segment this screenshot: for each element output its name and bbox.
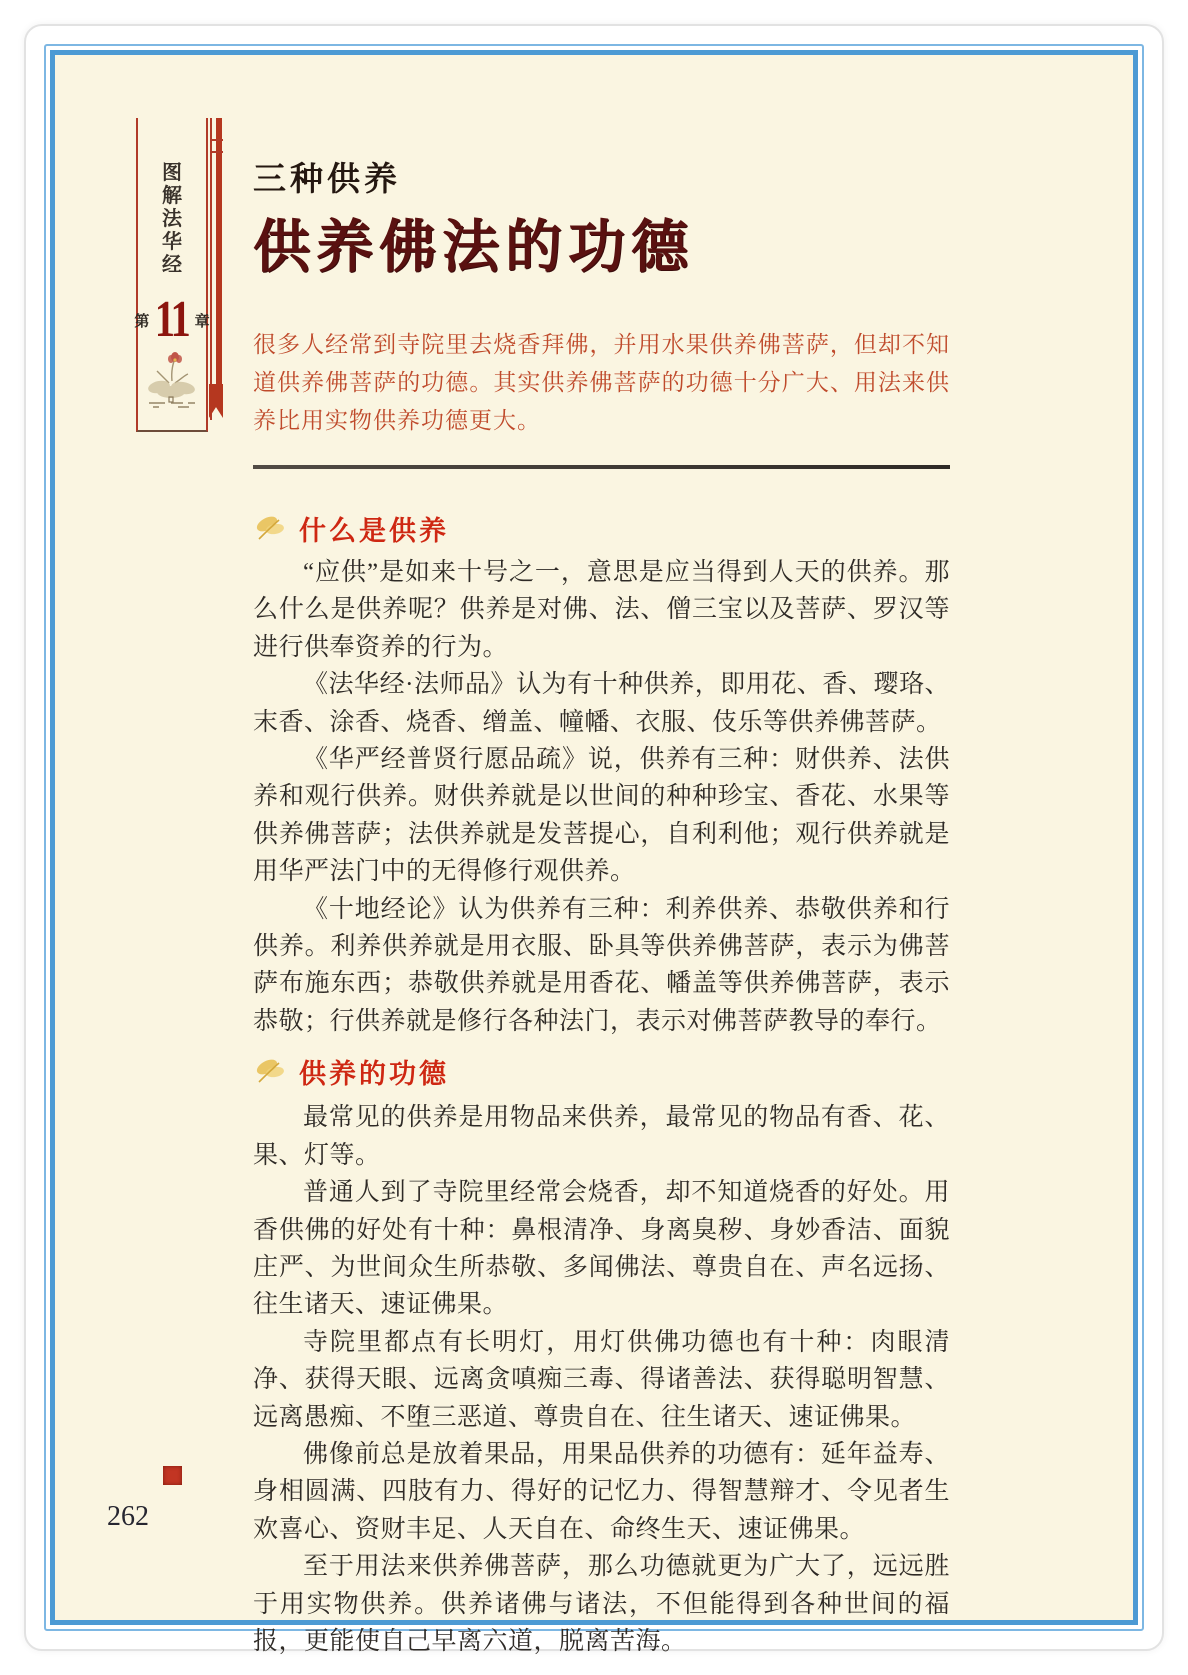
leaf-icon bbox=[253, 513, 287, 548]
section-heading-merits-of-offering bbox=[253, 1056, 950, 1091]
main-column bbox=[253, 160, 950, 1660]
body-paragraph: 普通人到了寺院里经常会烧香，却不知道烧香的好处。用香供佛的好处有十种：鼻根清净、身离臭秽、身妙香洁、面貌庄严、为世间众生所恭敬、多闻佛法、尊贵自在、声名远扬、往生诸天、速证佛果。 bbox=[253, 1179, 950, 1319]
body-paragraph: “应供”是如来十号之一，意思是应当得到人天的供养。那么什么是供养呢？供养是对佛、法、僧三宝以及菩萨、罗汉等进行供奉资养的行为。 bbox=[253, 559, 950, 661]
page-number: 262 bbox=[107, 1501, 149, 1532]
title-divider bbox=[253, 465, 950, 469]
chapter-suffix: 章 bbox=[194, 313, 210, 330]
body-paragraph: 寺院里都点有长明灯，用灯供佛功德也有十种：肉眼清净、获得天眼、远离贪嗔痴三毒、得诸善法、获得聪明智慧、远离愚痴、不堕三恶道、尊贵自在、往生诸天、速证佛果。 bbox=[253, 1328, 950, 1431]
page-title: 供养佛法的功德 bbox=[253, 216, 694, 279]
sidebar-rule-tick bbox=[210, 139, 223, 141]
section-heading-what-is-offering bbox=[253, 513, 950, 548]
section-heading-label: 供养的功德 bbox=[299, 1058, 449, 1089]
chapter-sidebar bbox=[136, 118, 208, 432]
chapter-number: 11 bbox=[155, 291, 189, 348]
body-paragraph: 《华严经普贤行愿品疏》说，供养有三种：财供养、法供养和观行供养。财供养就是以世间的种种珍宝、香花、水果等供养佛菩萨；法供养就是发菩提心，自利利他；观行供养就是用华严法门中的无得修行观供养。 bbox=[253, 746, 950, 886]
body-paragraph: 《法华经·法师品》认为有十种供养，即用花、香、璎珞、末香、涂香、烧香、缯盖、幢幡、衣服、伎乐等供养佛菩萨。 bbox=[253, 671, 950, 736]
section-heading-label: 什么是供养 bbox=[299, 515, 449, 546]
sidebar-pennant bbox=[209, 384, 223, 418]
red-seal-stamp bbox=[163, 1466, 182, 1485]
intro-text: 很多人经常到寺院里去烧香拜佛，并用水果供养佛菩萨，但却不知道供养佛菩萨的功德。其实供养佛菩萨的功德十分广大、用法来供养比用实物供养功德更大。 bbox=[253, 332, 950, 433]
sidebar-rule-tick bbox=[210, 151, 223, 153]
body-paragraph: 至于用法来供养佛菩萨，那么功德就更为广大了，远远胜于用实物供养。供养诸佛与诸法，不但能得到各种世间的福报，更能使自己早离六道，脱离苦海。 bbox=[253, 1553, 950, 1655]
section-body bbox=[253, 1099, 950, 1660]
sidebar-rule-thin bbox=[210, 118, 212, 420]
chapter-prefix: 第 bbox=[134, 313, 150, 330]
body-paragraph: 佛像前总是放着果品，用果品供养的功德有：延年益寿、身相圆满、四肢有力、得好的记忆力、得智慧辩才、令见者生欢喜心、资财丰足、人天自在、命终生天、速证佛果。 bbox=[253, 1440, 950, 1543]
body-paragraph: 《十地经论》认为供养有三种：利养供养、恭敬供养和行供养。利养供养就是用衣服、卧具等供养佛菩萨，表示为佛菩萨布施东西；恭敬供养就是用香花、幡盖等供养佛菩萨，表示恭敬；行供养就是修行各种法门，表示对佛菩萨教导的奉行。 bbox=[253, 895, 950, 1035]
section-body bbox=[253, 554, 950, 1040]
chapter-label bbox=[134, 291, 210, 348]
body-paragraph: 最常见的供养是用物品来供养，最常见的物品有香、花、果、灯等。 bbox=[253, 1104, 950, 1169]
lotus-illustration bbox=[145, 347, 199, 414]
sidebar-rule-thick bbox=[216, 118, 222, 384]
chapter-subtitle: 三种供养 bbox=[253, 162, 401, 198]
book-title-vertical: 图解法华经 bbox=[162, 162, 182, 276]
leaf-icon bbox=[253, 1056, 287, 1091]
